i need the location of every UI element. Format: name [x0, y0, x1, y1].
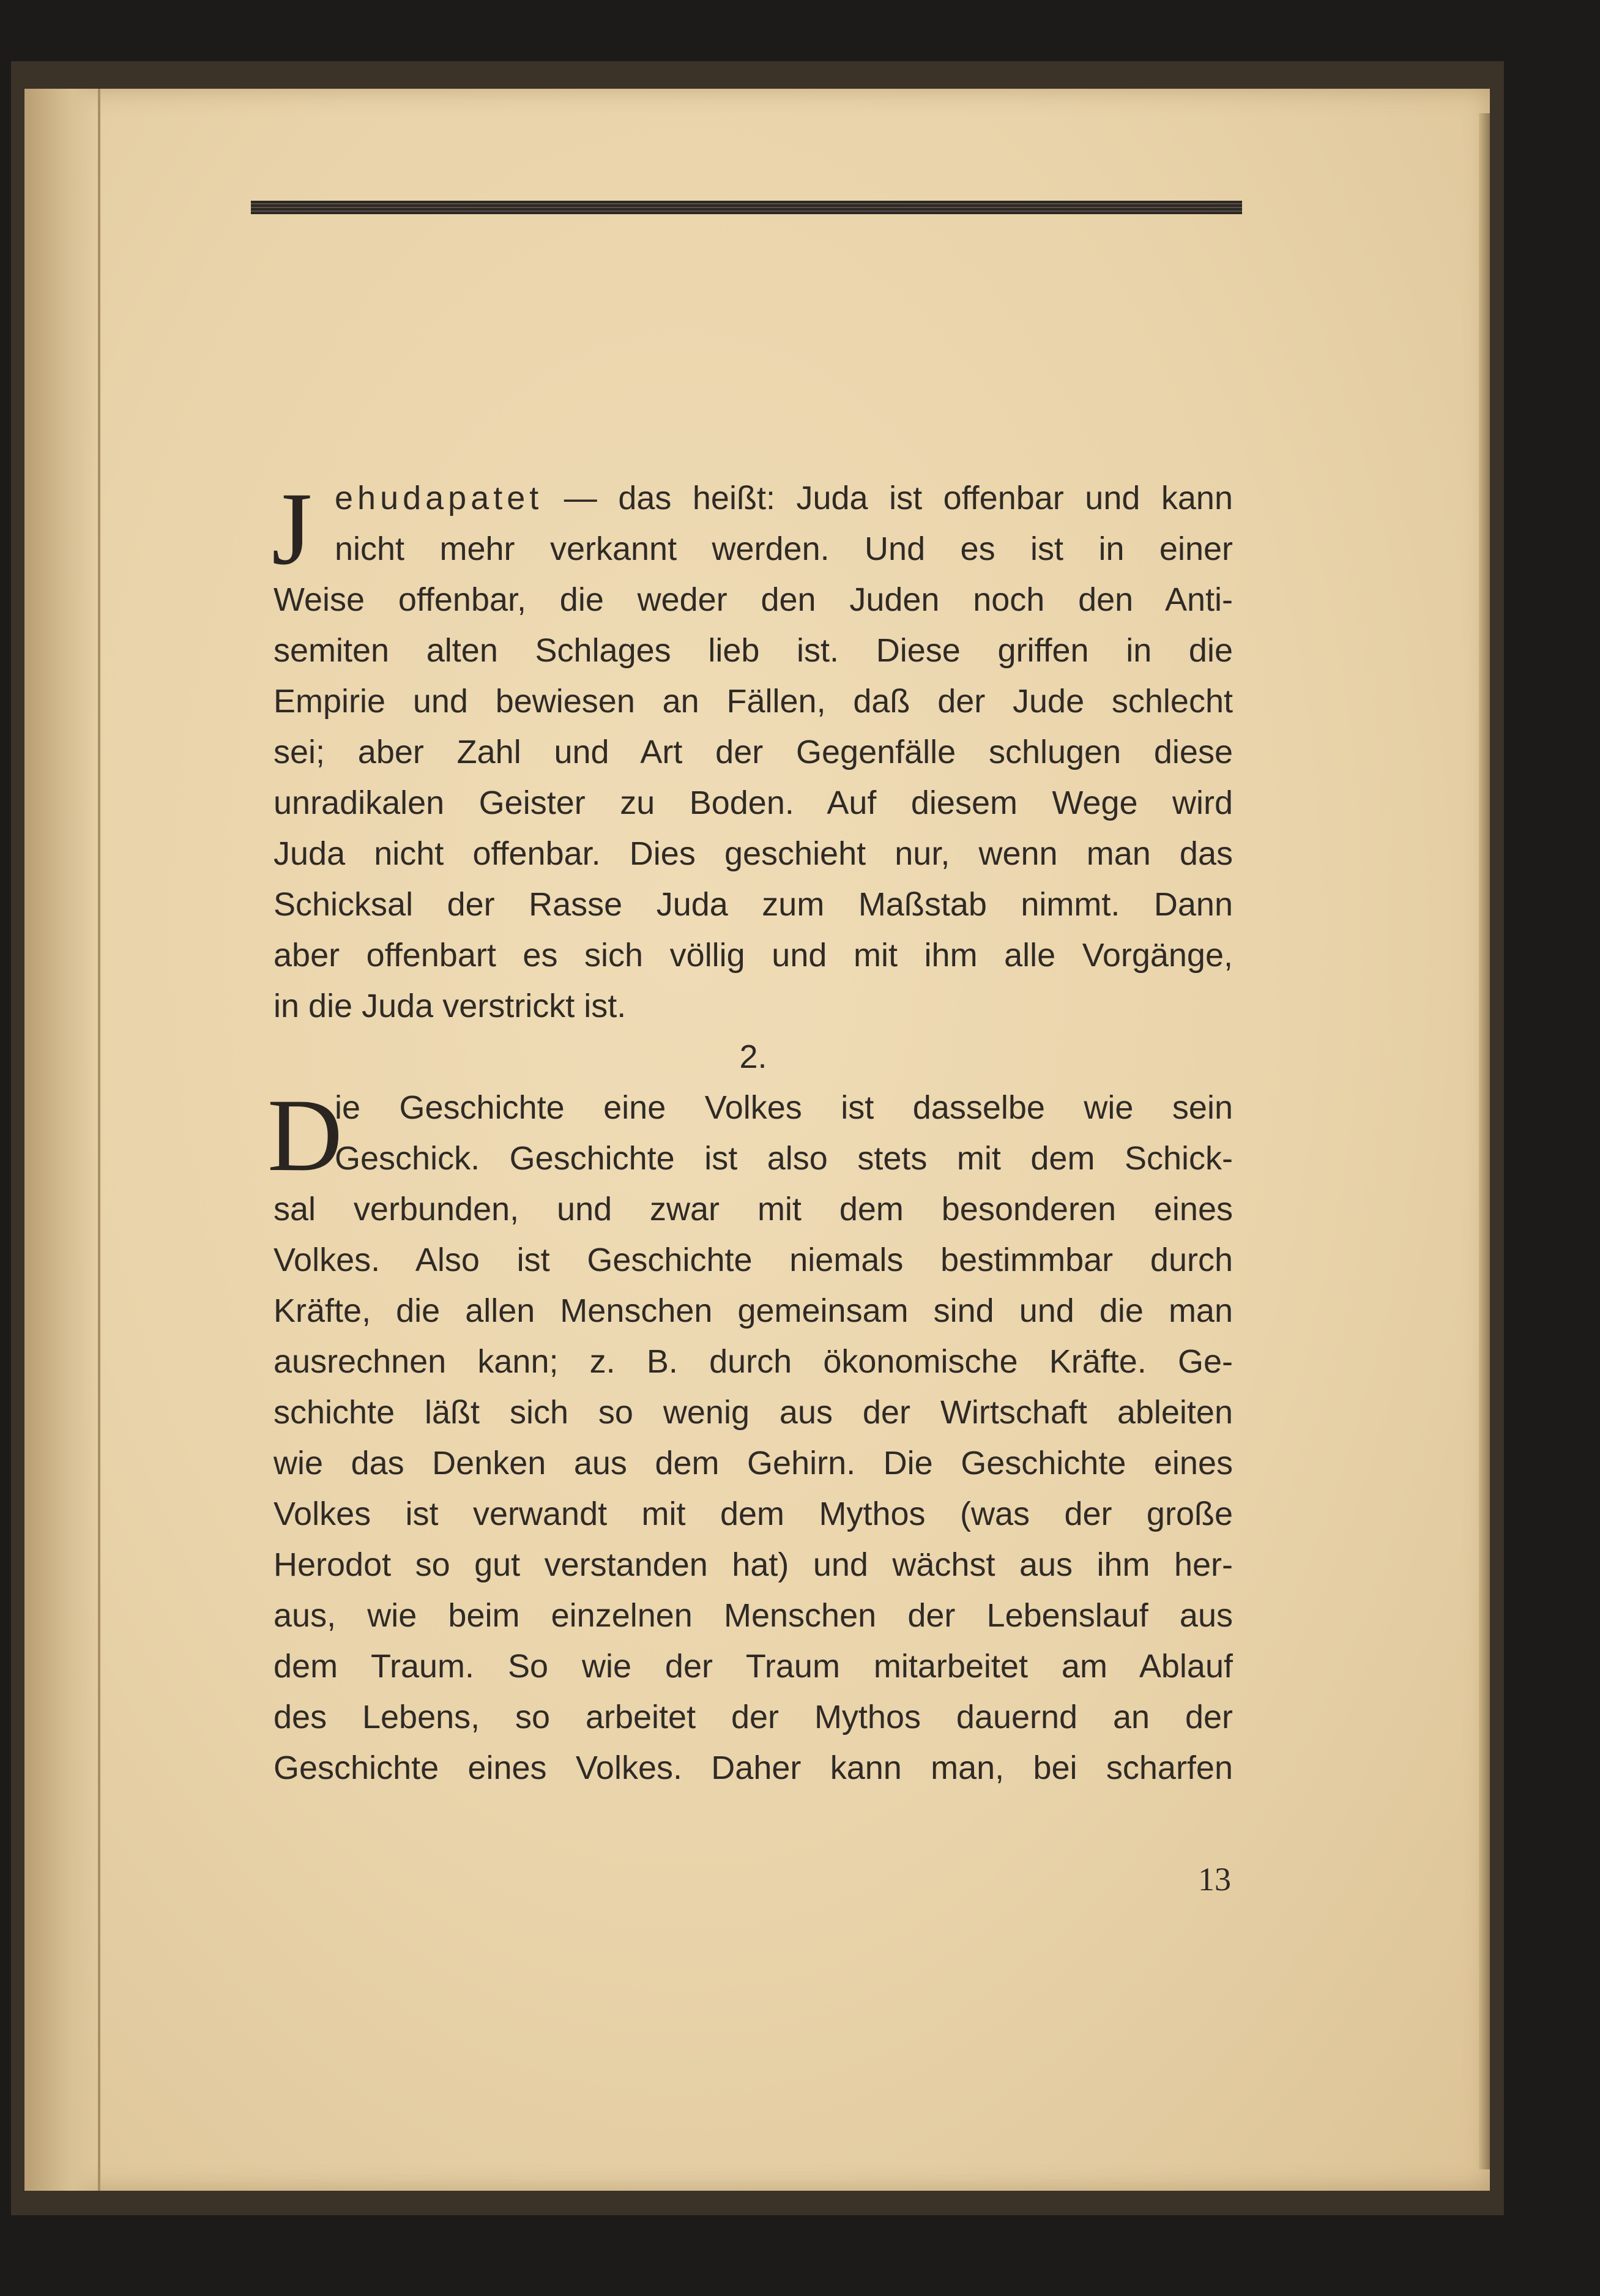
text-line: Schicksal der Rasse Juda zum Maßstab nimmt. Dann: [273, 886, 1233, 923]
page-edge: [1479, 113, 1490, 2169]
text-line: dem Traum. So wie der Traum mitarbeitet am Ablauf: [273, 1648, 1233, 1685]
text-line: Kräfte, die allen Menschen gemeinsam sind und die man: [273, 1292, 1233, 1329]
text-line: unradikalen Geister zu Boden. Auf diesem Wege wird: [273, 785, 1233, 821]
drop-cap-d: D: [267, 1078, 343, 1193]
text-line: sei; aber Zahl und Art der Gegenfälle schlugen diese: [273, 734, 1233, 770]
section-number: 2.: [739, 1038, 767, 1075]
text-line: sal verbunden, und zwar mit dem besonderen eines: [273, 1191, 1233, 1228]
text-line: ausrechnen kann; z. B. durch ökonomische Kräfte. Ge-: [273, 1343, 1233, 1380]
text-line: wie das Denken aus dem Gehirn. Die Geschichte eines: [273, 1445, 1233, 1482]
text-line: Weise offenbar, die weder den Juden noch den Anti-: [273, 581, 1233, 618]
text-line: Empirie und bewiesen an Fällen, daß der Jude schlecht: [273, 683, 1233, 720]
drop-cap-j: J: [272, 471, 313, 586]
text-line: ie Geschichte eine Volkes ist dasselbe wie sein: [335, 1089, 1233, 1126]
text-line: Juda nicht offenbar. Dies geschieht nur, wenn man das: [273, 835, 1233, 872]
text-line: aber offenbart es sich völlig und mit ihm alle Vorgänge,: [273, 937, 1233, 974]
text-line: aus, wie beim einzelnen Menschen der Lebenslauf aus: [273, 1597, 1233, 1634]
lead-word: ehudapatet: [335, 480, 543, 516]
text-line: semiten alten Schlages lieb ist. Diese griffen in die: [273, 632, 1233, 669]
text-line: in die Juda verstrickt ist.: [273, 988, 627, 1024]
page-number: 13: [1198, 1861, 1231, 1898]
text-line: Geschick. Geschichte ist also stets mit dem Schick-: [335, 1140, 1233, 1177]
text-line: des Lebens, so arbeitet der Mythos dauernd an der: [273, 1699, 1233, 1735]
text-line: Geschichte eines Volkes. Daher kann man, bei scharfen: [273, 1750, 1233, 1786]
gutter-fold-line: [98, 89, 100, 2191]
text-line: Herodot so gut verstanden hat) und wächst aus ihm her-: [273, 1546, 1233, 1583]
text-line: Volkes. Also ist Geschichte niemals bestimmbar durch: [273, 1242, 1233, 1278]
line-text: — das heißt: Juda ist offenbar und kann: [564, 480, 1233, 516]
body-text: [267, 471, 1233, 1794]
header-rule: [251, 201, 1242, 214]
page-gutter: [24, 89, 104, 2191]
text-line: nicht mehr verkannt werden. Und es ist in einer: [335, 531, 1233, 567]
text-line: [273, 473, 1233, 524]
text-line: schichte läßt sich so wenig aus der Wirtschaft ableiten: [273, 1394, 1233, 1431]
text-line: Volkes ist verwandt mit dem Mythos (was der große: [273, 1496, 1233, 1532]
